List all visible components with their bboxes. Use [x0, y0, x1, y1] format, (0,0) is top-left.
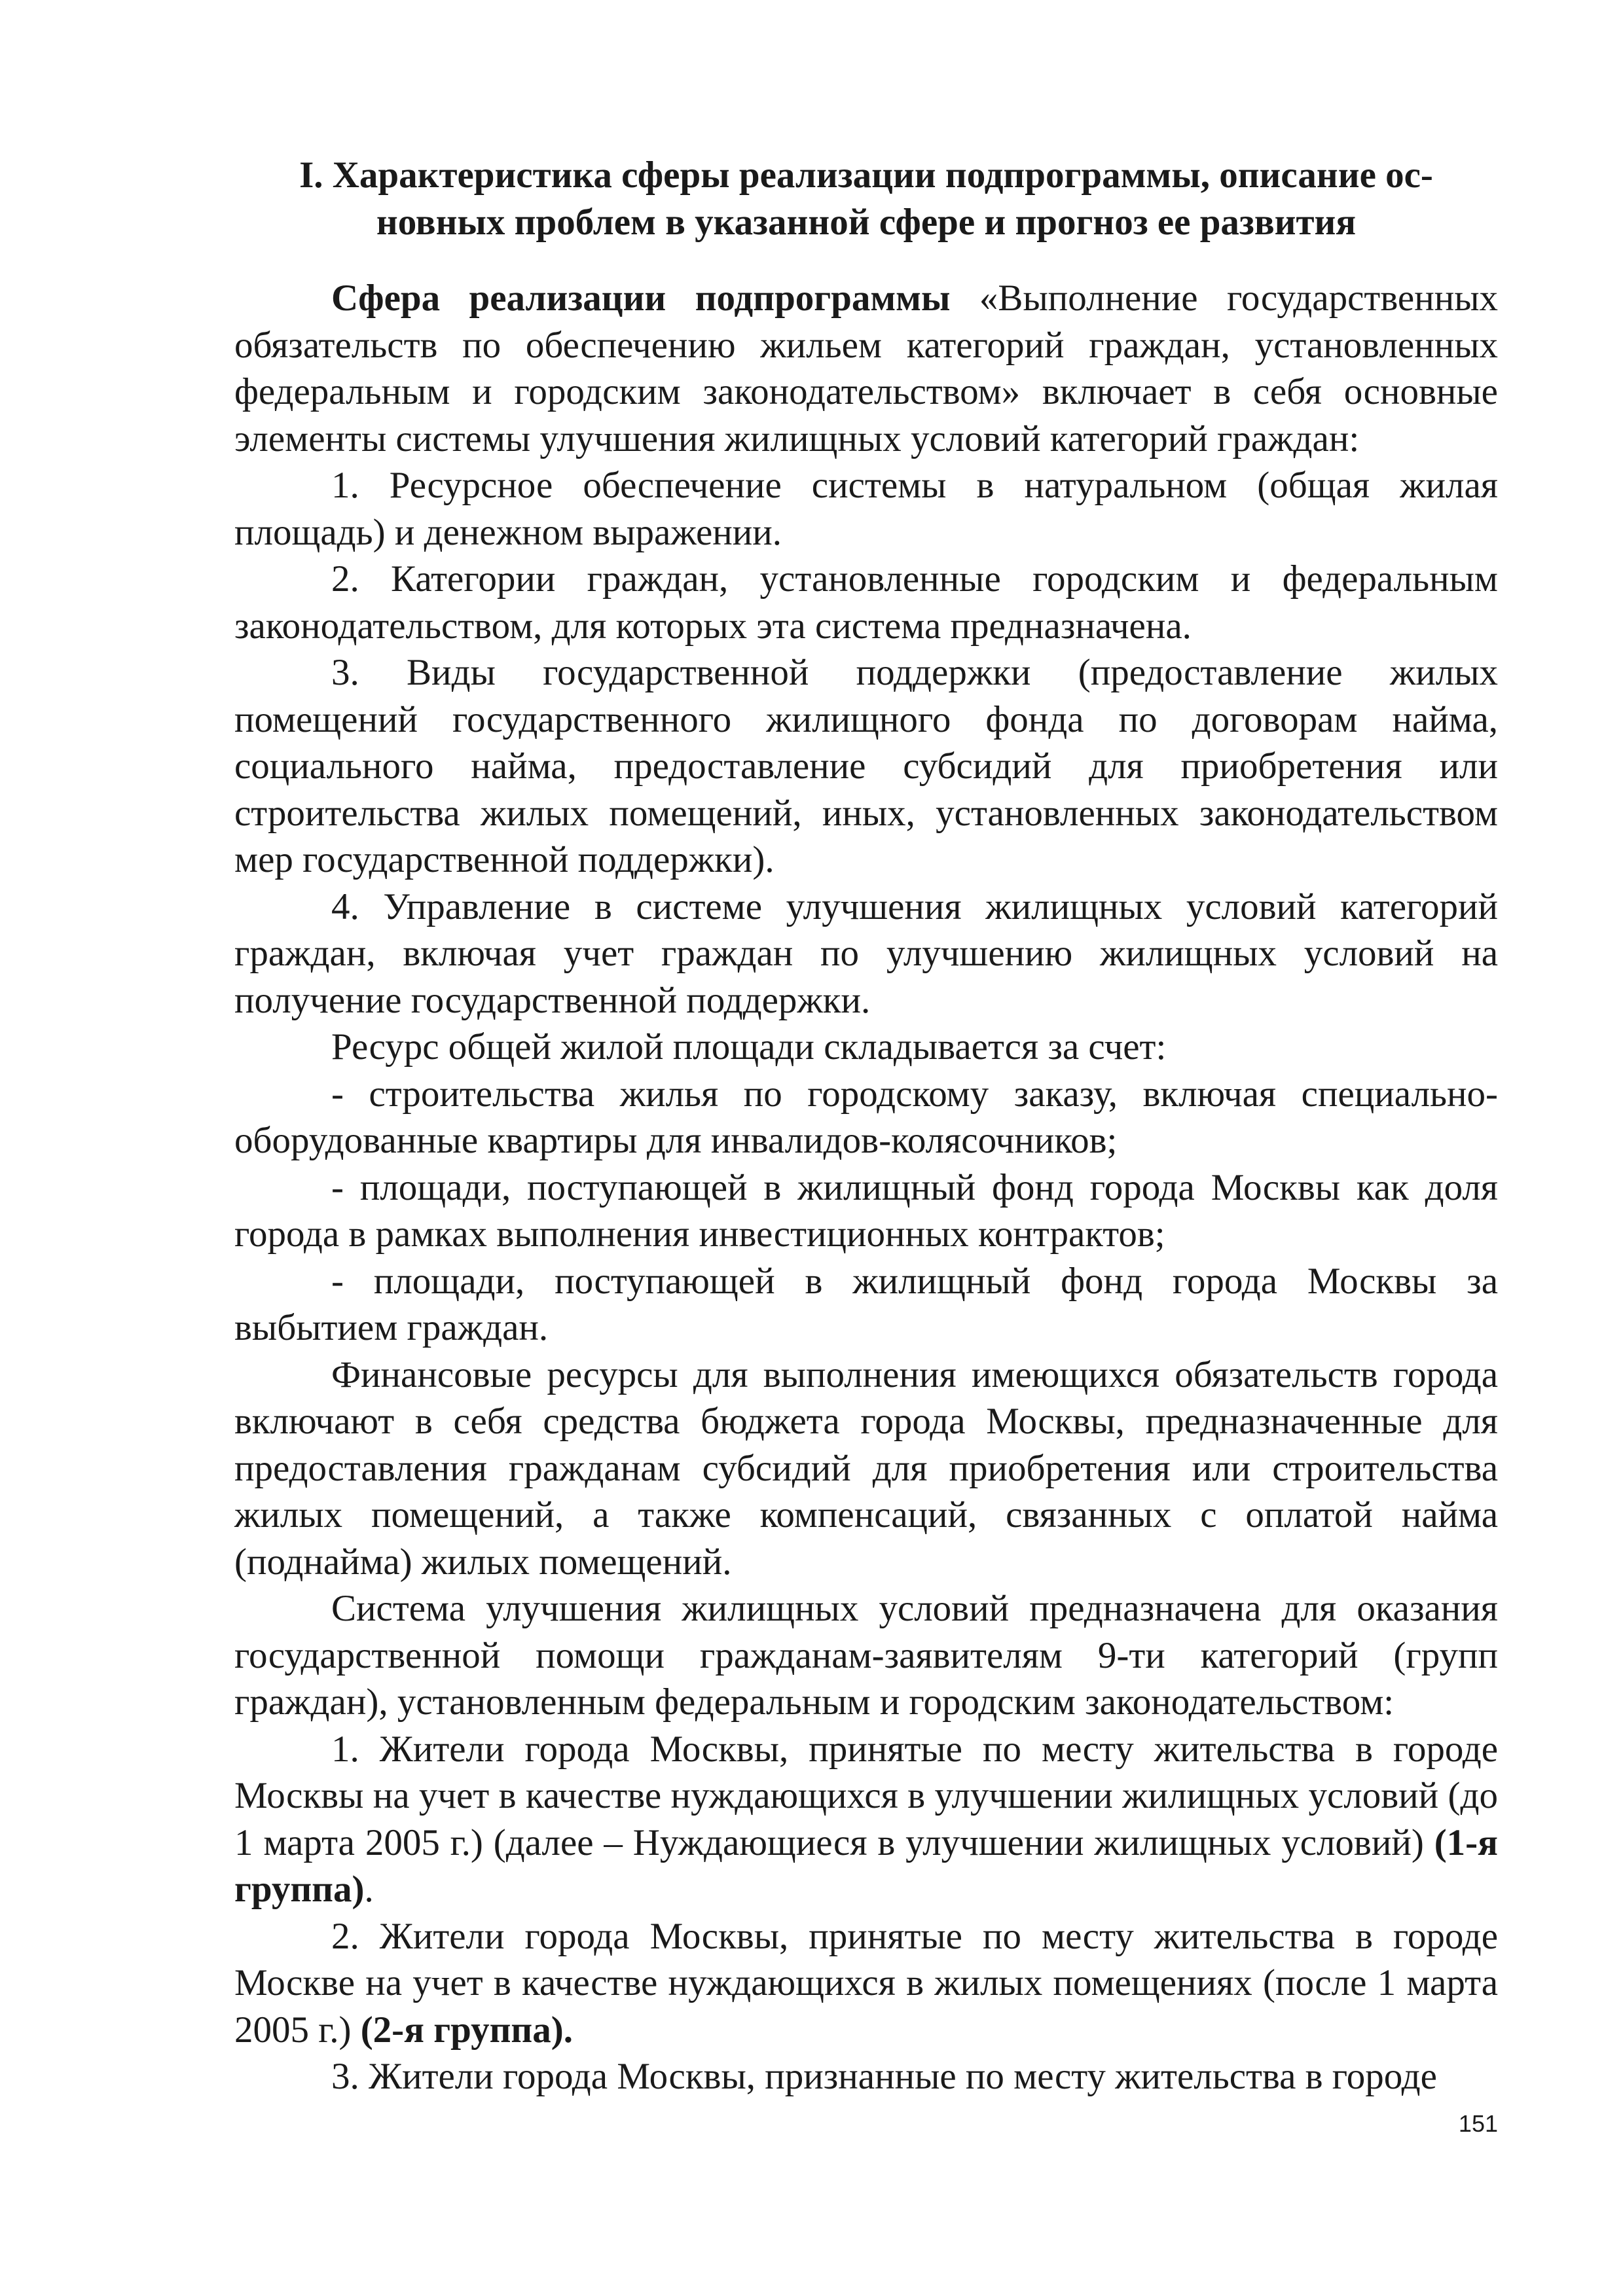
paragraph-item-1: 1. Ресурсное обеспечение системы в натуральном (общая жилая площадь) и денежном выражении.	[234, 465, 1498, 553]
heading-line-2: новных проблем в указанной сфере и прогноз ее развития	[376, 202, 1357, 243]
paragraph-dash-2: - площади, поступающей в жилищный фонд города Москвы как доля города в рамках выполнения инвестиционных контрактов;	[234, 1166, 1498, 1255]
paragraph-dash-1: - строительства жилья по городскому заказу, включая специально-оборудованные квартиры для инвалидов-колясочников;	[234, 1073, 1498, 1161]
paragraph-resource-intro: Ресурс общей жилой площади складывается за счет:	[331, 1026, 1167, 1067]
paragraph-group-1	[234, 1726, 1498, 1913]
paragraph-item-2: 2. Категории граждан, установленные городским и федеральным законодательством, для которых эта система предназначена.	[234, 558, 1498, 647]
paragraph-dash-3: - площади, поступающей в жилищный фонд города Москвы за выбытием граждан.	[234, 1260, 1498, 1348]
heading-line-1: I. Характеристика сферы реализации подпрограммы, описание ос-	[299, 154, 1433, 196]
paragraph-system: Система улучшения жилищных условий предназначена для оказания государственной помощи гражданам-заявителям 9-ти категорий (групп граждан), установленным федеральным и городским законодательством:	[234, 1588, 1498, 1723]
document-page	[234, 152, 1498, 2100]
scope-text: «Выполнение государственных обязательств по обеспечению жильем категорий граждан, установленных федеральным и городским законодательством» включает в себя основные элементы системы улучшения жилищных условий категорий граждан:	[234, 278, 1499, 459]
group-1-text: 1. Жители города Москвы, принятые по месту жительства в городе Москвы на учет в качестве нуждающихся в улучшении жилищных условий (до 1 марта 2005 г.) (далее – Нуждающиеся в улучшении жилищных условий)	[234, 1728, 1498, 1863]
paragraph-scope	[234, 275, 1498, 462]
scope-term: Сфера реализации подпрограммы	[331, 278, 951, 319]
paragraph-item-4: 4. Управление в системе улучшения жилищных условий категорий граждан, включая учет граждан по улучшению жилищных условий на получение государственной поддержки.	[234, 886, 1498, 1021]
group-1-label: (1-я группа)	[234, 1821, 1498, 1910]
group-2-label: (2-я группа).	[360, 2009, 573, 2051]
section-heading	[234, 152, 1498, 246]
paragraph-group-2	[234, 1913, 1498, 2054]
paragraph-group-3: 3. Жители города Москвы, признанные по месту жительства в городе	[331, 2056, 1437, 2097]
paragraph-item-3: 3. Виды государственной поддержки (предоставление жилых помещений государственного жилищного фонда по договорам найма, социального найма, предоставление субсидий для приобретения или строительства жилых помещений, иных, установленных законодательством мер государственной поддержки).	[234, 652, 1498, 880]
group-1-end: .	[364, 1869, 374, 1910]
page-number: 151	[1458, 2110, 1498, 2137]
paragraph-financial: Финансовые ресурсы для выполнения имеющихся обязательств города включают в себя средства бюджета города Москвы, предназначенные для предоставления гражданам субсидий для приобретения или строительства жилых помещений, а также компенсаций, связанных с оплатой найма (поднайма) жилых помещений.	[234, 1354, 1498, 1583]
group-2-text: 2. Жители города Москвы, принятые по месту жительства в городе Москве на учет в качестве нуждающихся в жилых помещениях (после 1 марта 2005 г.)	[234, 1915, 1498, 2051]
